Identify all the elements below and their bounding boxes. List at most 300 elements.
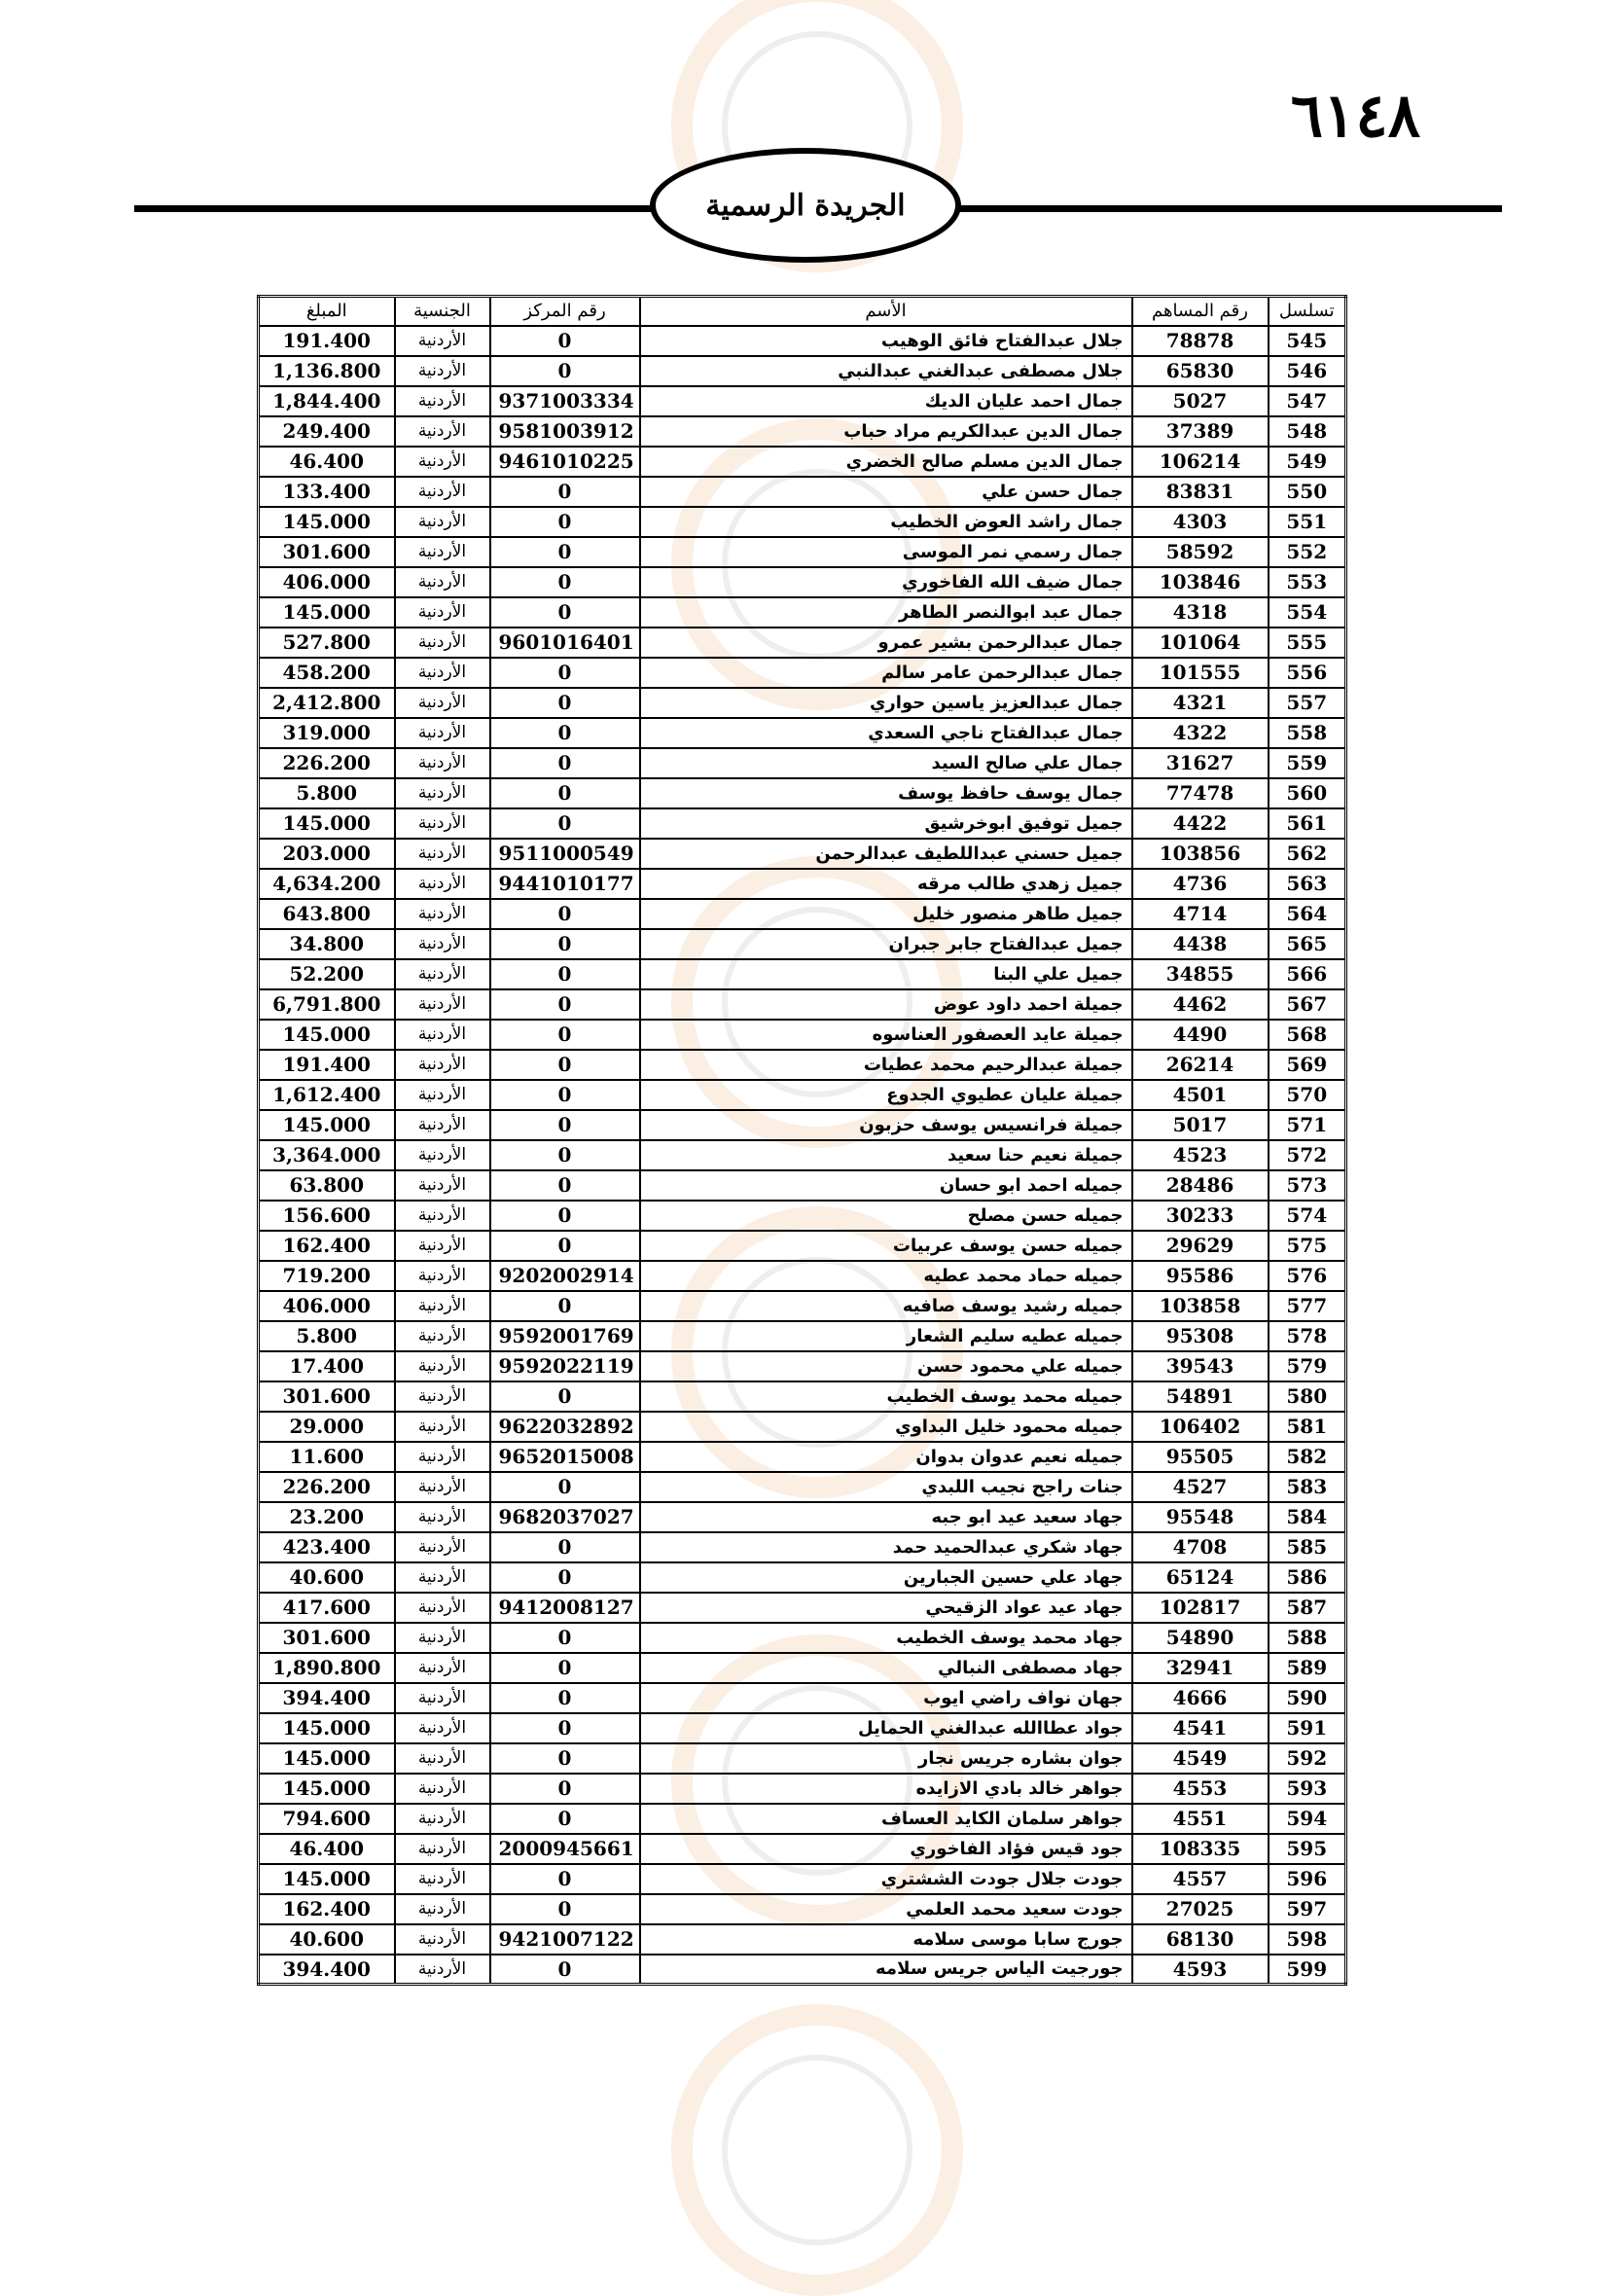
cell-center-number: 9592001769 <box>490 1321 640 1351</box>
cell-center-number: 0 <box>490 1110 640 1140</box>
cell-amount: 301.600 <box>259 537 395 567</box>
table-row <box>259 1110 1346 1140</box>
table-row <box>259 1562 1346 1593</box>
cell-nationality: الأردنية <box>395 447 490 477</box>
cell-center-number: 0 <box>490 1381 640 1412</box>
cell-name: جوان بشاره جريس نجار <box>640 1743 1132 1774</box>
cell-name: جميلة عايد العصفور العناسوه <box>640 1020 1132 1050</box>
table-row <box>259 1683 1346 1713</box>
cell-center-number: 0 <box>490 567 640 597</box>
table-row <box>259 1924 1346 1955</box>
table-row <box>259 718 1346 748</box>
table-row <box>259 688 1346 718</box>
cell-shareholder-number: 39543 <box>1132 1351 1269 1381</box>
cell-serial: 592 <box>1269 1743 1346 1774</box>
cell-serial: 551 <box>1269 507 1346 537</box>
table-row <box>259 1955 1346 1985</box>
cell-amount: 145.000 <box>259 808 395 839</box>
cell-shareholder-number: 4714 <box>1132 899 1269 929</box>
cell-center-number: 0 <box>490 1683 640 1713</box>
cell-shareholder-number: 26214 <box>1132 1050 1269 1080</box>
cell-nationality: الأردنية <box>395 1955 490 1985</box>
cell-shareholder-number: 4501 <box>1132 1080 1269 1110</box>
cell-shareholder-number: 77478 <box>1132 778 1269 808</box>
cell-center-number: 0 <box>490 326 640 356</box>
cell-center-number: 0 <box>490 778 640 808</box>
cell-serial: 593 <box>1269 1774 1346 1804</box>
cell-shareholder-number: 4527 <box>1132 1472 1269 1502</box>
cell-name: جودت سعيد محمد العلمي <box>640 1894 1132 1924</box>
table-row <box>259 1351 1346 1381</box>
cell-name: جميلة عبدالرحيم محمد عطيات <box>640 1050 1132 1080</box>
cell-center-number: 0 <box>490 356 640 386</box>
cell-amount: 394.400 <box>259 1955 395 1985</box>
table-row <box>259 1020 1346 1050</box>
cell-serial: 572 <box>1269 1140 1346 1170</box>
cell-nationality: الأردنية <box>395 718 490 748</box>
cell-serial: 587 <box>1269 1593 1346 1623</box>
cell-name: جميله نعيم عدوان بدوان <box>640 1442 1132 1472</box>
cell-nationality: الأردنية <box>395 1050 490 1080</box>
cell-shareholder-number: 95548 <box>1132 1502 1269 1532</box>
cell-serial: 560 <box>1269 778 1346 808</box>
cell-serial: 550 <box>1269 477 1346 507</box>
cell-amount: 145.000 <box>259 1774 395 1804</box>
cell-nationality: الأردنية <box>395 778 490 808</box>
cell-center-number: 0 <box>490 537 640 567</box>
cell-amount: 226.200 <box>259 1472 395 1502</box>
cell-amount: 46.400 <box>259 447 395 477</box>
cell-amount: 423.400 <box>259 1532 395 1562</box>
cell-shareholder-number: 4708 <box>1132 1532 1269 1562</box>
cell-shareholder-number: 4557 <box>1132 1864 1269 1894</box>
cell-serial: 584 <box>1269 1502 1346 1532</box>
table-row <box>259 989 1346 1020</box>
cell-serial: 597 <box>1269 1894 1346 1924</box>
cell-name: جورج سابا موسى سلامه <box>640 1924 1132 1955</box>
cell-name: جميله رشيد يوسف صافيه <box>640 1291 1132 1321</box>
cell-shareholder-number: 5017 <box>1132 1110 1269 1140</box>
cell-amount: 719.200 <box>259 1261 395 1291</box>
column-header-amount: المبلغ <box>259 297 395 326</box>
cell-shareholder-number: 101555 <box>1132 658 1269 688</box>
cell-serial: 556 <box>1269 658 1346 688</box>
cell-nationality: الأردنية <box>395 1804 490 1834</box>
cell-center-number: 0 <box>490 477 640 507</box>
table-row <box>259 356 1346 386</box>
table-row <box>259 1472 1346 1502</box>
table-row <box>259 1321 1346 1351</box>
cell-center-number: 0 <box>490 507 640 537</box>
cell-shareholder-number: 4541 <box>1132 1713 1269 1743</box>
column-header-name: الأسم <box>640 297 1132 326</box>
cell-amount: 6,791.800 <box>259 989 395 1020</box>
cell-nationality: الأردنية <box>395 899 490 929</box>
table-row <box>259 1804 1346 1834</box>
header-oval <box>650 148 961 263</box>
cell-center-number: 0 <box>490 1080 640 1110</box>
cell-name: جمال علي صالح السيد <box>640 748 1132 778</box>
cell-name: جميل توفيق ابوخرشيق <box>640 808 1132 839</box>
cell-amount: 226.200 <box>259 748 395 778</box>
cell-nationality: الأردنية <box>395 597 490 628</box>
cell-shareholder-number: 4438 <box>1132 929 1269 959</box>
cell-center-number: 0 <box>490 1170 640 1201</box>
cell-shareholder-number: 103846 <box>1132 567 1269 597</box>
cell-serial: 588 <box>1269 1623 1346 1653</box>
cell-serial: 577 <box>1269 1291 1346 1321</box>
cell-shareholder-number: 31627 <box>1132 748 1269 778</box>
cell-serial: 558 <box>1269 718 1346 748</box>
cell-amount: 1,890.800 <box>259 1653 395 1683</box>
table-row <box>259 1502 1346 1532</box>
cell-serial: 557 <box>1269 688 1346 718</box>
cell-center-number: 9622032892 <box>490 1412 640 1442</box>
cell-nationality: الأردنية <box>395 326 490 356</box>
cell-name: جلال عبدالفتاح فائق الوهيب <box>640 326 1132 356</box>
cell-amount: 5.800 <box>259 1321 395 1351</box>
cell-name: جمال رسمي نمر الموسى <box>640 537 1132 567</box>
cell-shareholder-number: 106214 <box>1132 447 1269 477</box>
cell-serial: 564 <box>1269 899 1346 929</box>
cell-serial: 590 <box>1269 1683 1346 1713</box>
cell-shareholder-number: 4490 <box>1132 1020 1269 1050</box>
cell-serial: 596 <box>1269 1864 1346 1894</box>
cell-center-number: 0 <box>490 1623 640 1653</box>
cell-center-number: 0 <box>490 748 640 778</box>
cell-serial: 567 <box>1269 989 1346 1020</box>
cell-nationality: الأردنية <box>395 1291 490 1321</box>
cell-name: جمال حسن علي <box>640 477 1132 507</box>
cell-nationality: الأردنية <box>395 839 490 869</box>
cell-shareholder-number: 95586 <box>1132 1261 1269 1291</box>
cell-center-number: 0 <box>490 1050 640 1080</box>
cell-amount: 643.800 <box>259 899 395 929</box>
cell-nationality: الأردنية <box>395 1864 490 1894</box>
cell-shareholder-number: 65124 <box>1132 1562 1269 1593</box>
cell-serial: 546 <box>1269 356 1346 386</box>
cell-shareholder-number: 103856 <box>1132 839 1269 869</box>
cell-nationality: الأردنية <box>395 1351 490 1381</box>
cell-nationality: الأردنية <box>395 477 490 507</box>
cell-serial: 580 <box>1269 1381 1346 1412</box>
cell-nationality: الأردنية <box>395 1201 490 1231</box>
table-row <box>259 1291 1346 1321</box>
cell-amount: 191.400 <box>259 326 395 356</box>
table-row <box>259 1170 1346 1201</box>
cell-serial: 574 <box>1269 1201 1346 1231</box>
cell-shareholder-number: 32941 <box>1132 1653 1269 1683</box>
cell-shareholder-number: 4462 <box>1132 989 1269 1020</box>
cell-shareholder-number: 95505 <box>1132 1442 1269 1472</box>
cell-name: جود قيس فؤاد الفاخوري <box>640 1834 1132 1864</box>
cell-serial: 545 <box>1269 326 1346 356</box>
cell-name: جميله عطيه سليم الشعار <box>640 1321 1132 1351</box>
cell-shareholder-number: 27025 <box>1132 1894 1269 1924</box>
cell-center-number: 0 <box>490 688 640 718</box>
table-row <box>259 537 1346 567</box>
cell-serial: 562 <box>1269 839 1346 869</box>
cell-amount: 406.000 <box>259 1291 395 1321</box>
table-row <box>259 447 1346 477</box>
cell-name: جميله محمد يوسف الخطيب <box>640 1381 1132 1412</box>
table-row <box>259 778 1346 808</box>
table-row <box>259 567 1346 597</box>
cell-center-number: 0 <box>490 1201 640 1231</box>
cell-nationality: الأردنية <box>395 1713 490 1743</box>
cell-shareholder-number: 4549 <box>1132 1743 1269 1774</box>
cell-amount: 145.000 <box>259 1713 395 1743</box>
column-header-shareholder-number: رقم المساهم <box>1132 297 1269 326</box>
cell-serial: 569 <box>1269 1050 1346 1080</box>
cell-center-number: 0 <box>490 929 640 959</box>
cell-nationality: الأردنية <box>395 1774 490 1804</box>
cell-shareholder-number: 4523 <box>1132 1140 1269 1170</box>
cell-shareholder-number: 4322 <box>1132 718 1269 748</box>
cell-amount: 145.000 <box>259 1110 395 1140</box>
cell-nationality: الأردنية <box>395 1472 490 1502</box>
cell-name: جهاد محمد يوسف الخطيب <box>640 1623 1132 1653</box>
cell-amount: 417.600 <box>259 1593 395 1623</box>
cell-shareholder-number: 4553 <box>1132 1774 1269 1804</box>
column-header-nationality: الجنسية <box>395 297 490 326</box>
cell-center-number: 0 <box>490 1291 640 1321</box>
table-row <box>259 1140 1346 1170</box>
cell-name: جهان نواف راضي ايوب <box>640 1683 1132 1713</box>
cell-center-number: 2000945661 <box>490 1834 640 1864</box>
cell-serial: 599 <box>1269 1955 1346 1985</box>
cell-shareholder-number: 29629 <box>1132 1231 1269 1261</box>
cell-shareholder-number: 4736 <box>1132 869 1269 899</box>
cell-name: جميل حسني عبداللطيف عبدالرحمن <box>640 839 1132 869</box>
cell-name: جمال يوسف حافظ يوسف <box>640 778 1132 808</box>
cell-nationality: الأردنية <box>395 1683 490 1713</box>
cell-center-number: 0 <box>490 1140 640 1170</box>
table-row <box>259 1532 1346 1562</box>
table-row <box>259 929 1346 959</box>
cell-center-number: 9511000549 <box>490 839 640 869</box>
cell-center-number: 0 <box>490 1472 640 1502</box>
cell-name: جميلة عليان عطيوي الجدوع <box>640 1080 1132 1110</box>
cell-nationality: الأردنية <box>395 567 490 597</box>
cell-nationality: الأردنية <box>395 1562 490 1593</box>
cell-amount: 458.200 <box>259 658 395 688</box>
cell-name: جميله حسن مصلح <box>640 1201 1132 1231</box>
cell-name: جميل طاهر منصور خليل <box>640 899 1132 929</box>
cell-nationality: الأردنية <box>395 1442 490 1472</box>
table-row <box>259 477 1346 507</box>
cell-amount: 162.400 <box>259 1231 395 1261</box>
cell-serial: 548 <box>1269 416 1346 447</box>
cell-amount: 203.000 <box>259 839 395 869</box>
table-body <box>259 326 1346 1985</box>
cell-name: جميله محمود خليل البداوي <box>640 1412 1132 1442</box>
cell-nationality: الأردنية <box>395 1020 490 1050</box>
cell-serial: 555 <box>1269 628 1346 658</box>
cell-nationality: الأردنية <box>395 507 490 537</box>
table-row <box>259 1713 1346 1743</box>
column-header-center-number: رقم المركز <box>490 297 640 326</box>
table-row <box>259 808 1346 839</box>
cell-name: جميله حسن يوسف عربيات <box>640 1231 1132 1261</box>
column-header-serial: تسلسل <box>1269 297 1346 326</box>
table-row <box>259 1412 1346 1442</box>
cell-shareholder-number: 95308 <box>1132 1321 1269 1351</box>
cell-serial: 583 <box>1269 1472 1346 1502</box>
cell-serial: 594 <box>1269 1804 1346 1834</box>
cell-shareholder-number: 5027 <box>1132 386 1269 416</box>
cell-serial: 566 <box>1269 959 1346 989</box>
table-row <box>259 1774 1346 1804</box>
cell-nationality: الأردنية <box>395 929 490 959</box>
cell-name: جمال راشد العوض الخطيب <box>640 507 1132 537</box>
cell-amount: 46.400 <box>259 1834 395 1864</box>
cell-name: جنات راجح نجيب اللبدي <box>640 1472 1132 1502</box>
table-row <box>259 1653 1346 1683</box>
cell-nationality: الأردنية <box>395 1110 490 1140</box>
cell-name: جهاد شكري عبدالحميد حمد <box>640 1532 1132 1562</box>
cell-nationality: الأردنية <box>395 1924 490 1955</box>
cell-nationality: الأردنية <box>395 416 490 447</box>
cell-center-number: 9421007122 <box>490 1924 640 1955</box>
cell-amount: 406.000 <box>259 567 395 597</box>
cell-center-number: 9581003912 <box>490 416 640 447</box>
cell-nationality: الأردنية <box>395 688 490 718</box>
cell-amount: 52.200 <box>259 959 395 989</box>
shareholders-table <box>257 295 1347 1986</box>
cell-nationality: الأردنية <box>395 1623 490 1653</box>
cell-nationality: الأردنية <box>395 386 490 416</box>
cell-name: جميل زهدي طالب مرقه <box>640 869 1132 899</box>
table-row <box>259 959 1346 989</box>
cell-center-number: 9461010225 <box>490 447 640 477</box>
cell-shareholder-number: 4318 <box>1132 597 1269 628</box>
cell-amount: 133.400 <box>259 477 395 507</box>
cell-nationality: الأردنية <box>395 1653 490 1683</box>
cell-name: جميل عبدالفتاح جابر جبران <box>640 929 1132 959</box>
cell-center-number: 0 <box>490 1804 640 1834</box>
cell-name: جمال الدين مسلم صالح الخضري <box>640 447 1132 477</box>
cell-name: جمال احمد عليان الديك <box>640 386 1132 416</box>
cell-name: جواد عطاالله عبدالغني الحمايل <box>640 1713 1132 1743</box>
table-row <box>259 658 1346 688</box>
cell-serial: 585 <box>1269 1532 1346 1562</box>
cell-amount: 34.800 <box>259 929 395 959</box>
table-row <box>259 597 1346 628</box>
cell-serial: 579 <box>1269 1351 1346 1381</box>
cell-center-number: 9371003334 <box>490 386 640 416</box>
table-row <box>259 507 1346 537</box>
cell-center-number: 0 <box>490 1231 640 1261</box>
cell-serial: 575 <box>1269 1231 1346 1261</box>
cell-nationality: الأردنية <box>395 537 490 567</box>
cell-amount: 17.400 <box>259 1351 395 1381</box>
cell-shareholder-number: 83831 <box>1132 477 1269 507</box>
cell-amount: 191.400 <box>259 1050 395 1080</box>
cell-serial: 565 <box>1269 929 1346 959</box>
cell-serial: 582 <box>1269 1442 1346 1472</box>
table-row <box>259 1201 1346 1231</box>
cell-name: جميلة احمد داود عوض <box>640 989 1132 1020</box>
cell-center-number: 0 <box>490 1713 640 1743</box>
cell-name: جميلة فرانسيس يوسف حزبون <box>640 1110 1132 1140</box>
cell-serial: 595 <box>1269 1834 1346 1864</box>
cell-center-number: 0 <box>490 808 640 839</box>
cell-nationality: الأردنية <box>395 1593 490 1623</box>
cell-name: جواهر سلمان الكايد العساف <box>640 1804 1132 1834</box>
cell-nationality: الأردنية <box>395 959 490 989</box>
cell-amount: 156.600 <box>259 1201 395 1231</box>
cell-amount: 1,844.400 <box>259 386 395 416</box>
cell-nationality: الأردنية <box>395 658 490 688</box>
cell-shareholder-number: 58592 <box>1132 537 1269 567</box>
cell-serial: 568 <box>1269 1020 1346 1050</box>
cell-name: جواهر خالد بادي الازايده <box>640 1774 1132 1804</box>
cell-name: جمال الدين عبدالكريم مراد حباب <box>640 416 1132 447</box>
cell-shareholder-number: 4422 <box>1132 808 1269 839</box>
cell-serial: 552 <box>1269 537 1346 567</box>
cell-amount: 63.800 <box>259 1170 395 1201</box>
cell-amount: 301.600 <box>259 1381 395 1412</box>
cell-name: جلال مصطفى عبدالغني عبدالنبي <box>640 356 1132 386</box>
cell-shareholder-number: 28486 <box>1132 1170 1269 1201</box>
cell-amount: 794.600 <box>259 1804 395 1834</box>
cell-shareholder-number: 54890 <box>1132 1623 1269 1653</box>
cell-amount: 301.600 <box>259 1623 395 1653</box>
table-row <box>259 1381 1346 1412</box>
cell-name: جميله علي محمود حسن <box>640 1351 1132 1381</box>
cell-serial: 563 <box>1269 869 1346 899</box>
cell-shareholder-number: 4303 <box>1132 507 1269 537</box>
table-row <box>259 1864 1346 1894</box>
cell-name: جميل علي البنا <box>640 959 1132 989</box>
cell-nationality: الأردنية <box>395 1321 490 1351</box>
cell-shareholder-number: 101064 <box>1132 628 1269 658</box>
cell-amount: 40.600 <box>259 1924 395 1955</box>
cell-center-number: 0 <box>490 959 640 989</box>
cell-nationality: الأردنية <box>395 628 490 658</box>
cell-amount: 145.000 <box>259 507 395 537</box>
cell-name: جهاد مصطفى النبالي <box>640 1653 1132 1683</box>
cell-center-number: 9202002914 <box>490 1261 640 1291</box>
cell-shareholder-number: 34855 <box>1132 959 1269 989</box>
cell-nationality: الأردنية <box>395 1532 490 1562</box>
cell-center-number: 0 <box>490 658 640 688</box>
cell-serial: 549 <box>1269 447 1346 477</box>
cell-center-number: 9682037027 <box>490 1502 640 1532</box>
cell-center-number: 0 <box>490 1894 640 1924</box>
cell-name: جهاد عيد عواد الزقيحي <box>640 1593 1132 1623</box>
cell-shareholder-number: 108335 <box>1132 1834 1269 1864</box>
cell-nationality: الأردنية <box>395 1743 490 1774</box>
cell-name: جهاد علي حسين الجبارين <box>640 1562 1132 1593</box>
cell-name: جمال عبدالعزيز ياسين حواري <box>640 688 1132 718</box>
cell-nationality: الأردنية <box>395 808 490 839</box>
cell-nationality: الأردنية <box>395 1381 490 1412</box>
cell-name: جمال عبدالرحمن عامر سالم <box>640 658 1132 688</box>
cell-amount: 3,364.000 <box>259 1140 395 1170</box>
table-row <box>259 839 1346 869</box>
cell-amount: 527.800 <box>259 628 395 658</box>
cell-center-number: 9592022119 <box>490 1351 640 1381</box>
cell-nationality: الأردنية <box>395 1502 490 1532</box>
cell-center-number: 9601016401 <box>490 628 640 658</box>
cell-shareholder-number: 30233 <box>1132 1201 1269 1231</box>
cell-nationality: الأردنية <box>395 1894 490 1924</box>
cell-shareholder-number: 4593 <box>1132 1955 1269 1985</box>
cell-nationality: الأردنية <box>395 1261 490 1291</box>
cell-name: جودت جلال جودت الششتري <box>640 1864 1132 1894</box>
